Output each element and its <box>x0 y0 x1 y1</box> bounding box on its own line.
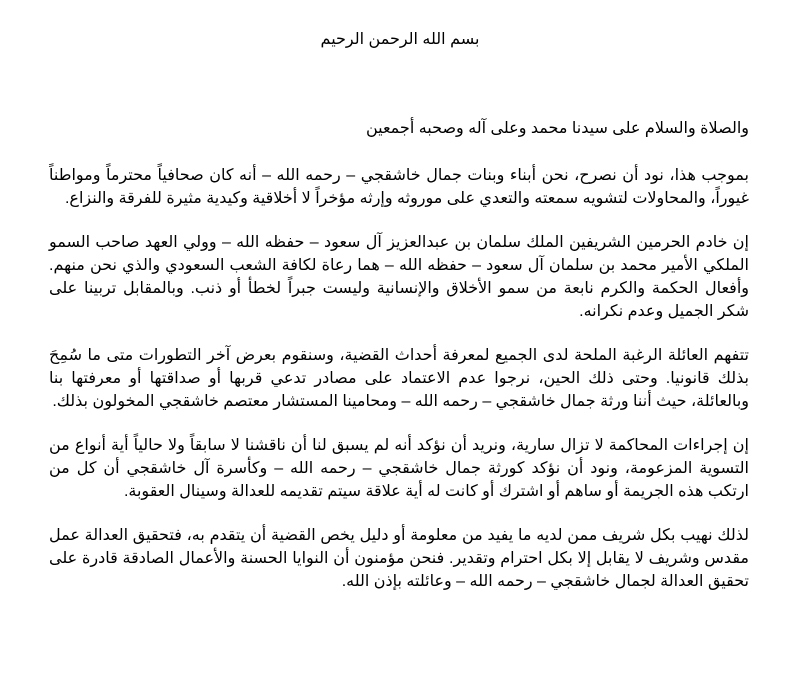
paragraph-case-updates: تتفهم العائلة الرغبة الملحة لدى الجميع لمعرفة أحداث القضية، وسنقوم بعرض آخر التطورات متى ما سُمِحَ بذلك قانونيا. وحتى ذلك الحين، نرجوا عدم الاعتماد على مصادر تدعي قربها أو صداقتها أو معرفتها بنا وبالعائلة، حيث أننا ورثة جمال خاشقجي – رحمه الله – ومحامينا المستشار معتصم خاشقجي المخولون بذلك. <box>49 347 749 410</box>
basmala-heading: بسم الله الرحمن الرحيم <box>320 31 480 48</box>
paragraph-family-statement: بموجب هذا، نود أن نصرح، نحن أبناء وبنات جمال خاشقجي – رحمه الله – أنه كان صحافياً محترماً ومواطناً غيوراً، والمحاولات لتشويه سمعته والتعدي على موروثه وإرثه مؤخراً لا أخلاقية وكيدية مثيرة للفرقة والنزاع. <box>49 167 750 207</box>
paragraph-call-for-information: لذلك نهيب بكل شريف ممن لديه ما يفيد من معلومة أو دليل يخص القضية أن يتقدم به، فتحقيق العدالة عمل مقدس وشريف لا يقابل إلا بكل احترام وتقدير. فنحن مؤمنون أن النوايا الحسنة والأعمال الصادقة قادرة على تحقيق العدالة لجمال خاشقجي – رحمه الله – وعائلته بإذن الله. <box>49 527 749 590</box>
paragraph-trial-proceedings: إن إجراءات المحاكمة لا تزال سارية، ونريد أن نؤكد أنه لم يسبق لنا أن ناقشنا لا سابقاً ولا حالياً أية أنواع من التسوية المزعومة، ونود أن نؤكد كورثة جمال خاشقجي – رحمه الله – وكأسرة آل خاشقجي أن كل من ارتكب هذه الجريمة أو ساهم أو اشترك أو كانت له أية علاقة سيتم تقديمه للعدالة وسينال العقوبة. <box>49 437 750 500</box>
paragraph-leadership: إن خادم الحرمين الشريفين الملك سلمان بن عبدالعزيز آل سعود – حفظه الله – وولي العهد صاحب السمو الملكي الأمير محمد بن سلمان آل سعود – حفظه الله – هما رعاة لكافة الشعب السعودي والذي نحن منهم. وأفعال الحكمة والكرم نابعة من سمو الأخلاق والإنسانية وليست جبراً لخطأ أو ذنب. وبالمقابل تربينا على شكر الجميل وعدم نكرانه. <box>49 234 749 320</box>
statement-body <box>49 117 749 614</box>
salutation-line: والصلاة والسلام على سيدنا محمد وعلى آله وصحبه أجمعين <box>365 120 749 137</box>
